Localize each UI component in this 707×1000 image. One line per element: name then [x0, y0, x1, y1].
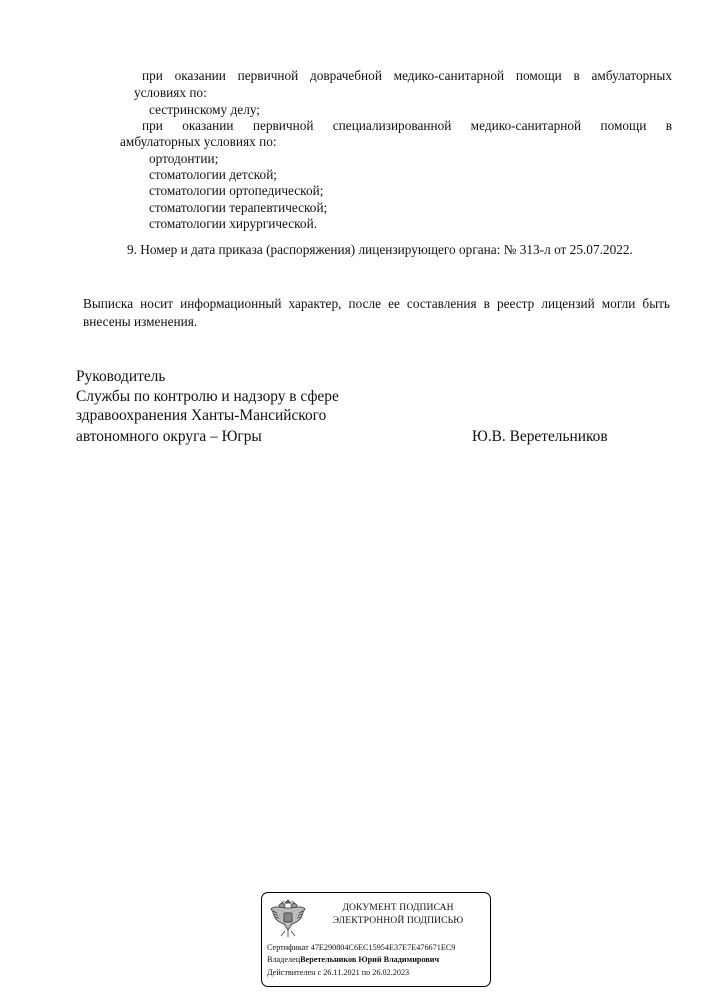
stamp-title: [312, 902, 484, 927]
list-intro-line: при оказании первичной доврачебной медико-санитарной помощи в амбулаторных: [142, 68, 672, 83]
list-intro-line: при оказании первичной специализированной медико-санитарной помощи в: [142, 118, 672, 133]
stamp-certificate-value: 47E290804C6EC15954E37E7E476671EC9: [310, 943, 456, 952]
list-item: стоматологии детской;: [149, 167, 278, 182]
stamp-certificate-label: Сертификат: [267, 943, 309, 952]
stamp-owner-label: Владелец: [267, 955, 301, 964]
e-signature-stamp: [261, 892, 491, 987]
list-item: стоматологии терапевтической;: [149, 200, 328, 215]
list-item: сестринскому делу;: [149, 102, 260, 117]
list-item: стоматологии ортопедической;: [149, 183, 324, 198]
stamp-title-line: ЭЛЕКТРОННОЙ ПОДПИСЬЮ: [332, 914, 464, 926]
stamp-owner-value: Веретельников Юрий Владимирович: [300, 955, 440, 964]
list-intro-continuation: амбулаторных условиях по:: [120, 134, 277, 149]
list-item: ортодонтии;: [149, 151, 219, 166]
list-intro-primary-prehospital: [134, 67, 672, 85]
signatory-position-line: Службы по контролю и надзору в сфере: [76, 388, 339, 405]
stamp-certificate: [267, 942, 455, 953]
list-intro-continuation: условиях по:: [134, 85, 207, 100]
order-number-item: 9. Номер и дата приказа (распоряжения) лицензирующего органа: № 313-л от 25.07.2022.: [127, 242, 633, 257]
signatory-name: Ю.В. Веретельников: [472, 428, 608, 445]
signatory-position-line: автономного округа – Югры: [76, 428, 262, 445]
stamp-validity: Действителен с 26.11.2021 по 26.02.2023: [267, 968, 410, 977]
signatory-position-line: здравоохранения Ханты-Мансийского: [76, 407, 327, 424]
list-item: стоматологии хирургической.: [149, 216, 318, 231]
stamp-owner: [267, 954, 439, 965]
signatory-position-line: Руководитель: [76, 368, 166, 385]
notice-line: Выписка носит информационный характер, после ее составления в реестр лицензий могли быть: [83, 296, 670, 311]
notice-text: [83, 295, 670, 313]
russian-coat-of-arms-icon: [269, 896, 307, 940]
stamp-title-line: ДОКУМЕНТ ПОДПИСАН: [342, 902, 454, 913]
notice-line: внесены изменения.: [83, 314, 198, 329]
